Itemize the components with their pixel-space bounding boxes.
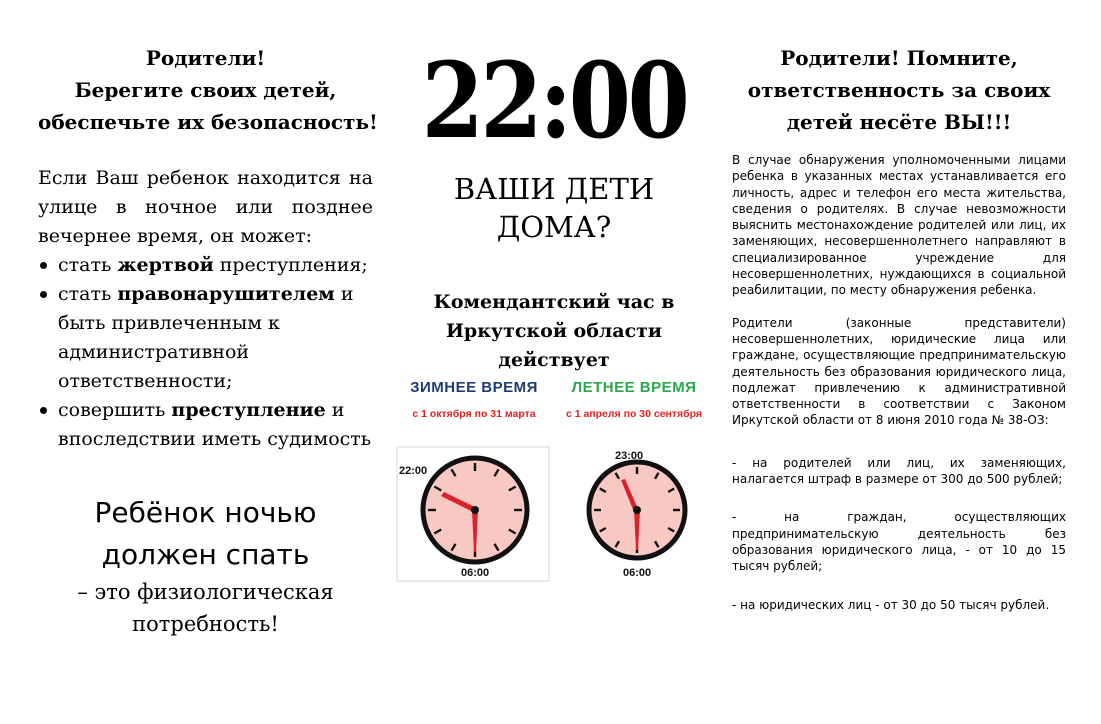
risk-list xyxy=(38,251,373,454)
curfew-title: Комендантский час в Иркутской области действует xyxy=(433,291,675,371)
left-heading: Родители! Берегите своих детей, обеспечьте их безопасность! xyxy=(38,46,378,134)
clock-center xyxy=(471,506,479,514)
bullet-icon xyxy=(40,291,47,298)
bullet-icon xyxy=(40,407,47,414)
home-question: ВАШИ ДЕТИ ДОМА? xyxy=(453,172,655,244)
paragraph: - на граждан, осуществляющих предпринимательскую деятельность без образования юридического лица, - от 10 до 15 тысяч рублей; xyxy=(732,510,1066,574)
sleep-message: Ребёнок ночью должен спать xyxy=(94,496,317,571)
paragraph: Родители (законные представители) несовершеннолетних, юридические лица или граждане, осуществляющие предпринимательскую деятельность без образования юридического лица, подлежат привлечению к административной ответственности в соответствии с Законом Иркутской области от 8 июня 2010 года № 38-ОЗ: xyxy=(732,315,1066,428)
winter-time xyxy=(395,379,553,421)
summer-time-label: ЛЕТНЕЕ ВРЕМЯ xyxy=(571,379,697,396)
clock-end-label: 06:00 xyxy=(461,567,490,579)
right-column xyxy=(732,0,1066,613)
paragraph: В случае обнаружения уполномоченными лицами ребенка в указанных местах устанавливается его личность, адрес и телефон его места жительства, сведения о родителях. В случае невозможности выяснить местонахождение родителей или лиц, их заменяющих, несовершеннолетнего направляют в специализированное учреждение для несовершеннолетних, нуждающихся в социальной реабилитации, по месту обнаружения ребенка. xyxy=(732,153,1066,298)
intro-text: Если Ваш ребенок находится на улице в ночное или позднее вечернее время, он может: xyxy=(38,167,373,247)
clock-end-label: 06:00 xyxy=(623,567,652,579)
summer-clock-icon xyxy=(565,445,713,585)
sleep-note: – это физиологическая потребность! xyxy=(77,580,334,636)
left-column xyxy=(38,0,378,640)
clock-start-label: 23:00 xyxy=(615,450,644,462)
summer-range: с 1 апреля по 30 сентября xyxy=(565,408,703,420)
bullet-icon xyxy=(40,262,47,269)
list-item: совершить преступление и впоследствии иметь судимость xyxy=(38,396,373,454)
center-column xyxy=(395,0,713,589)
winter-time-label: ЗИМНЕЕ ВРЕМЯ xyxy=(410,379,538,396)
right-heading: Родители! Помните, ответственность за своих детей несёте ВЫ!!! xyxy=(747,46,1051,134)
season-clocks xyxy=(395,379,713,589)
summer-time xyxy=(555,379,713,421)
winter-clock-icon xyxy=(395,445,551,585)
paragraph: - на юридических лиц - от 30 до 50 тысяч рублей. xyxy=(732,597,1050,612)
clock-center xyxy=(633,506,641,514)
clock-start-label: 22:00 xyxy=(399,465,428,477)
list-item: стать жертвой преступления; xyxy=(38,251,373,280)
curfew-time: 22:00 xyxy=(421,39,687,162)
list-item: стать правонарушителем и быть привлеченным к административной ответственности; xyxy=(38,280,373,396)
paragraph: - на родителей или лиц, их заменяющих, налагается штраф в размере от 300 до 500 рублей; xyxy=(732,455,1066,487)
winter-range: с 1 октября по 31 марта xyxy=(412,408,536,420)
